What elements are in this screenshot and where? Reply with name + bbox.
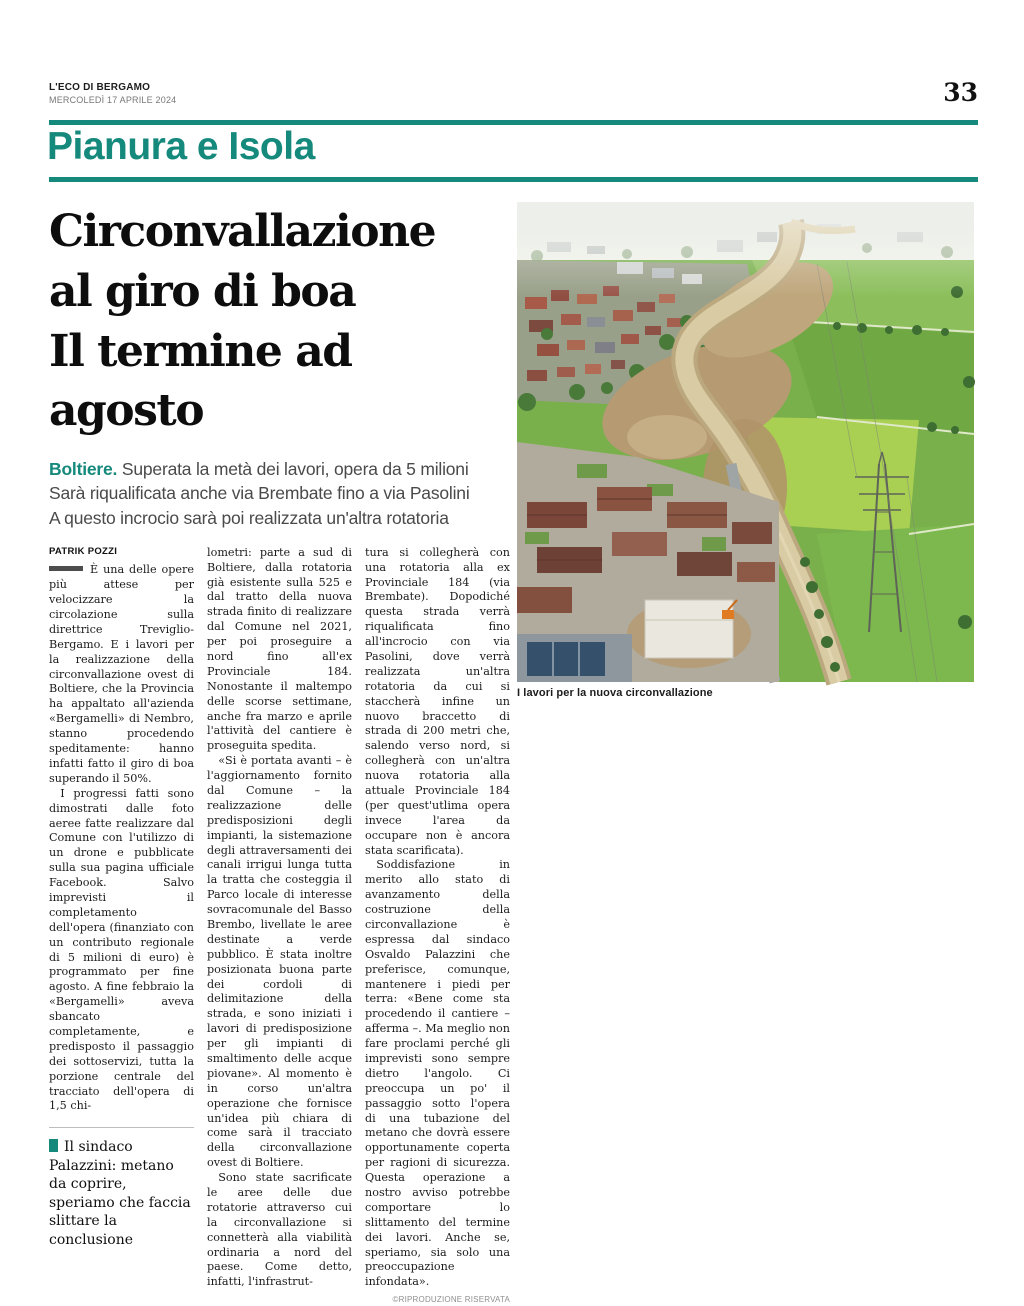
page-number: 33 — [943, 78, 978, 107]
paragraph: I progressi fatti sono dimostrati dalle foto aeree fatte realizzare dal Comune con l'utilizzo di un drone e pubblicate sulla sua pagina ufficiale Facebook. Salvo imprevisti il completamento dell'opera (finanziato con un contributo regionale di 5 milioni di euro) è programmato per fine agosto. A fine febbraio la «Bergamelli» aveva sbancato completamente, e predisposto il passaggio dei sottoservizi, tutta la porzione centrale del tracciato dell'opera di 1,5 chi- — [49, 786, 194, 1113]
pull-quote — [49, 1138, 194, 1249]
body-column-3 — [365, 546, 510, 1306]
headline-line-1: Circonvallazione — [49, 206, 436, 257]
standfirst-line-2: Sarà riqualificata anche via Brembate fino a via Pasolini — [49, 483, 470, 504]
paragraph-text: È una delle opere più attese per velocizzare la circolazione sulla direttrice Treviglio-Bergamo. E i lavori per la realizzazione della circonvallazione ovest di Boltiere, che la Provincia ha appaltato all'azienda «Bergamelli» di Nembro, stanno procedendo speditamente: hanno infatti fatto il giro di boa superando il 50%. — [49, 563, 194, 785]
page-header — [49, 78, 978, 107]
copyright-notice: ©RIPRODUZIONE RISERVATA — [392, 1295, 510, 1305]
pull-quote-text: Il sindaco Palazzini: metano da coprire, speriamo che faccia slittare la conclusione — [49, 1139, 191, 1248]
article — [49, 202, 510, 1306]
quote-marker-icon — [49, 1139, 58, 1152]
paragraph: «Si è portata avanti – è l'aggiornamento fornito dal Comune – la realizzazione delle predisposizioni degli impianti, la sistemazione degli attraversamenti dei canali irrigui lunga tutta la tratta che costeggia il Parco locale di interesse sovracomunale del Basso Brembo, livellate le aree destinate a verde pubblico. È stata inoltre posizionata buona parte dei cordoli di delimitazione della strada, e sono iniziati i lavori di predisposizione per gli impianti di smaltimento delle acque piovane». Al momento è in corso un'altra operazione che fornisce un'idea più chiara di come sarà il tracciato della circonvallazione ovest di Boltiere. — [207, 754, 352, 1170]
masthead: L'ECO DI BERGAMO — [49, 82, 151, 93]
standfirst-text-1: Superata la metà dei lavori, opera da 5 milioni — [121, 459, 469, 480]
paragraph — [49, 563, 194, 786]
body-column-1 — [49, 546, 194, 1306]
paragraph: Sono state sacrificate le aree delle due rotatorie attraverso cui la circonvallazione si connetterà alla viabilità ordinaria a nord del paese. Come detto, infatti, l'infrastrut- — [207, 1171, 352, 1289]
standfirst — [49, 457, 510, 529]
edition-date: MERCOLEDÌ 17 APRILE 2024 — [49, 95, 177, 105]
body-columns — [49, 546, 510, 1306]
paragraph: tura si collegherà con una rotatoria alla ex Provinciale 184 (via Brembate). Dopodiché questa strada verrà riqualificata fino all'incrocio con via Pasolini, dove verrà realizzata un'altra rotatoria da cui si staccherà infine un nuovo braccetto di strada di 200 metri che, salendo verso nord, si collegherà con un'altra nuova rotatoria alla attuale Provinciale 184 (per quest'utlima opera invece l'area da occupare non è ancora stata scarificata). — [365, 545, 510, 857]
teal-rule-bottom — [49, 177, 978, 182]
paragraph: Soddisfazione in merito allo stato di avanzamento della costruzione della circonvallazione è espressa dal sindaco Osvaldo Palazzini che preferisce, comunque, mantenere i piedi per terra: «Bene come sta procedendo il cantiere – afferma –. Ma meglio non fare proclami perché gli imprevisti sono sempre dietro l'angolo. Ci preoccupa un po' il passaggio sotto l'opera di una tubazione del metano che dovrà essere opportunamente coperta per ragioni di sicurezza. Questa operazione a nostro avviso potrebbe comportare lo slittamento del termine dei lavori. Anche se, speriamo, sia solo una preoccupazione infondata». — [365, 858, 510, 1289]
paragraph: lometri: parte a sud di Boltiere, dalla rotatoria già esistente sulla 525 e dal tratto della nuova strada finito di realizzare dal Comune nel 2021, per poi proseguire a nord fino all'ex Provinciale 184. Nonostante il maltempo delle scorse settimane, anche fra marzo e aprile l'attività del cantiere è proseguita spedita. — [207, 545, 352, 753]
standfirst-line-1 — [49, 457, 510, 481]
article-photo — [517, 202, 974, 699]
aerial-photo-illustration — [517, 202, 974, 682]
byline: PATRIK POZZI — [49, 545, 118, 557]
lead-bar — [49, 566, 83, 571]
kicker: Boltiere. — [49, 459, 118, 480]
column-divider — [49, 1127, 194, 1128]
photo-caption: I lavori per la nuova circonvallazione — [517, 687, 713, 699]
headline-line-2: al giro di boa — [49, 265, 356, 317]
headline — [49, 202, 510, 441]
standfirst-line-3: A questo incrocio sarà poi realizzata un'altra rotatoria — [49, 507, 449, 528]
section-title: Pianura e Isola — [47, 125, 315, 168]
body-column-2 — [207, 546, 352, 1306]
headline-line-3: Il termine ad agosto — [49, 325, 352, 437]
